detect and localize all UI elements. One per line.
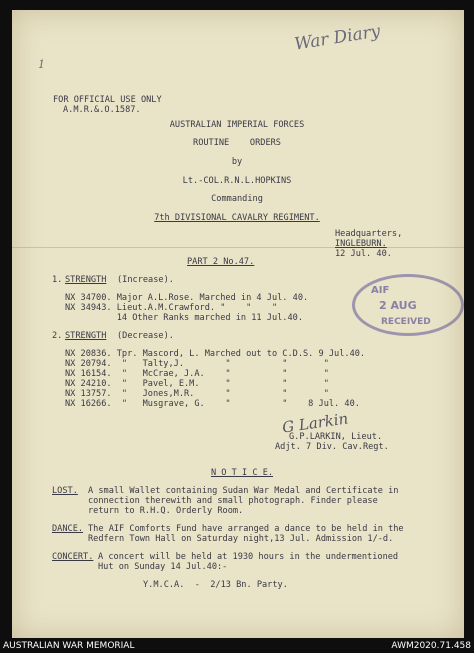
official-use-label: FOR OFFICIAL USE ONLY bbox=[53, 95, 162, 105]
notice-label: CONCERT. bbox=[52, 552, 94, 562]
commanding-officer: Lt.-COL.R.N.L.HOPKINS bbox=[182, 176, 292, 186]
unit-name: 7th DIVISIONAL CAVALRY REGIMENT. bbox=[154, 213, 320, 223]
strength-line: NX 20836. Tpr. Mascord, L. Marched out to C.D.S. 9 Jul.40. bbox=[65, 349, 366, 359]
signatory-name: G.P.LARKIN, Lieut. bbox=[289, 432, 383, 442]
stamp-date: 2 AUG bbox=[379, 299, 417, 312]
notice-line: connection therewith and small photograph. Finder please bbox=[88, 496, 378, 506]
orders-title: ROUTINE ORDERS bbox=[193, 138, 281, 148]
strength-line: NX 13757. " Jones,M.R. " " " bbox=[65, 389, 329, 399]
strength-line: NX 34943. Lieut.A.M.Crawford. " " " bbox=[65, 303, 278, 313]
strength-line: NX 20794. " Talty,J. " " " bbox=[65, 359, 329, 369]
section-heading-suffix: (Decrease). bbox=[117, 331, 174, 341]
notice-label: LOST. bbox=[52, 486, 78, 496]
notice-line: return to R.H.Q. Orderly Room. bbox=[88, 506, 244, 516]
reference-number: A.M.R.&.O.1587. bbox=[63, 105, 141, 115]
strength-line: NX 16154. " McCrae, J.A. " " " bbox=[65, 369, 329, 379]
section-number: 2. bbox=[52, 331, 63, 341]
notice-line: A concert will be held at 1930 hours in the undermentioned bbox=[98, 552, 399, 562]
signatory-role: Adjt. 7 Div. Cav.Regt. bbox=[275, 442, 389, 452]
archive-footer bbox=[0, 641, 474, 653]
section-heading-suffix: (Increase). bbox=[117, 275, 174, 285]
footer-institution: AUSTRALIAN WAR MEMORIAL bbox=[3, 641, 135, 651]
headquarters-location: INGLEBURN. bbox=[335, 239, 387, 249]
notice-line: Redfern Town Hall on Saturday night,13 Jul. Admission 1/-d. bbox=[88, 534, 394, 544]
section-number: 1. bbox=[52, 275, 63, 285]
section-heading: STRENGTH bbox=[65, 275, 107, 285]
notice-heading: N O T I C E. bbox=[210, 468, 274, 478]
footer-accession: AWM2020.71.458 bbox=[391, 641, 471, 651]
by-label: by bbox=[231, 157, 243, 167]
strength-line: NX 24210. " Pavel, E.M. " " " bbox=[65, 379, 329, 389]
received-stamp bbox=[352, 274, 464, 336]
order-date: 12 Jul. 40. bbox=[335, 249, 392, 259]
strength-line: 14 Other Ranks marched in 11 Jul.40. bbox=[65, 313, 303, 323]
stamp-line: RECEIVED bbox=[381, 317, 431, 327]
notice-line: Hut on Sunday 14 Jul.40:- bbox=[98, 562, 228, 572]
notice-label: DANCE. bbox=[52, 524, 84, 534]
notice-line: The AIF Comforts Fund have arranged a dance to be held in the bbox=[88, 524, 404, 534]
paper-fold bbox=[12, 247, 464, 248]
margin-mark: 1 bbox=[38, 58, 45, 71]
strength-line: NX 16266. " Musgrave, G. " " 8 Jul. 40. bbox=[65, 399, 360, 409]
signature-mark: G Larkin bbox=[281, 409, 350, 437]
section-heading: STRENGTH bbox=[65, 331, 107, 341]
stamp-line: AIF bbox=[371, 285, 390, 296]
commanding-label: Commanding bbox=[211, 194, 263, 204]
notice-line: A small Wallet containing Sudan War Medal and Certificate in bbox=[88, 486, 399, 496]
headquarters-label: Headquarters, bbox=[335, 229, 403, 239]
force-name: AUSTRALIAN IMPERIAL FORCES bbox=[169, 120, 305, 130]
concert-venue: Y.M.C.A. - 2/13 Bn. Party. bbox=[143, 580, 288, 590]
strength-line: NX 34700. Major A.L.Rose. Marched in 4 Jul. 40. bbox=[65, 293, 309, 303]
part-title: PART 2 No.47. bbox=[187, 257, 255, 267]
handwritten-note: War Diary bbox=[292, 21, 382, 55]
